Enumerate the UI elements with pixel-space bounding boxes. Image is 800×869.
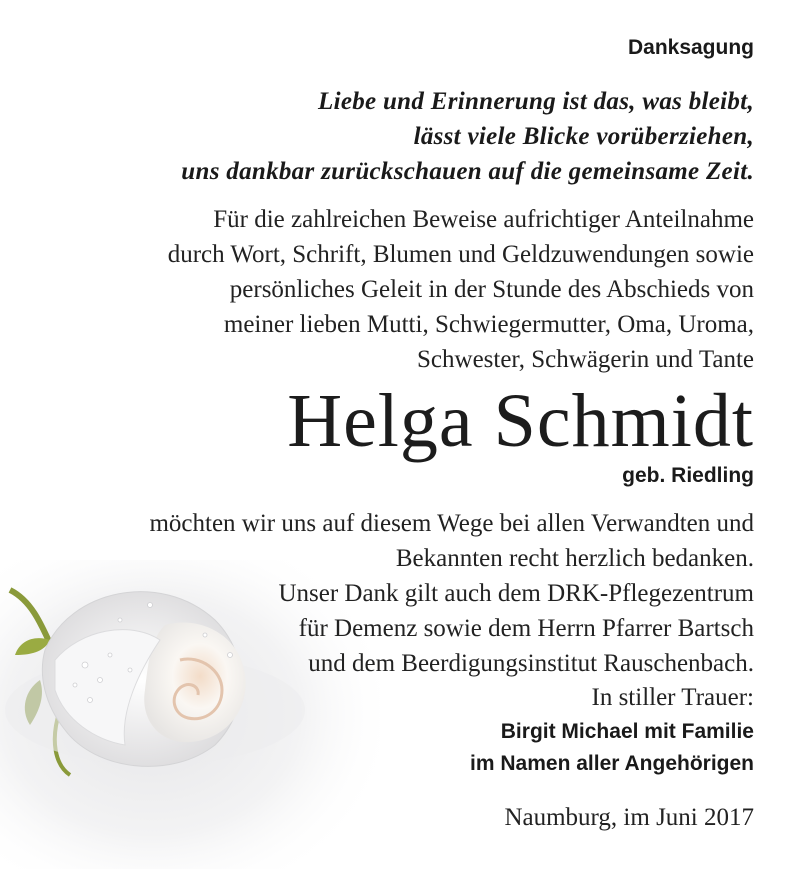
maiden-name: geb. Riedling — [622, 464, 754, 487]
thanks-line: Bekannten recht herzlich bedanken. — [395, 545, 754, 572]
intro-line: meiner lieben Mutti, Schwiegermutter, Oma, Uroma, — [223, 311, 754, 338]
intro-line: Für die zahlreichen Beweise aufrichtiger Anteilnahme — [213, 206, 754, 233]
signatory-line: Birgit Michael mit Familie — [500, 720, 754, 743]
poem-line: lässt viele Blicke vorüberziehen, — [413, 123, 754, 150]
deceased-name: Helga Schmidt — [287, 379, 754, 463]
thanks-line: möchten wir uns auf diesem Wege bei allen Verwandten und — [149, 510, 754, 537]
place-date: Naumburg, im Juni 2017 — [504, 804, 754, 831]
intro-line: Schwester, Schwägerin und Tante — [417, 346, 754, 373]
intro-line: persönliches Geleit in der Stunde des Abschieds von — [229, 276, 754, 303]
memorial-poem — [181, 84, 754, 189]
intro-paragraph — [168, 202, 754, 377]
heading-danksagung: Danksagung — [627, 36, 754, 59]
thanks-paragraph — [149, 506, 754, 681]
signatories — [470, 716, 754, 780]
mourning-label: In stiller Trauer: — [591, 684, 754, 711]
intro-line: durch Wort, Schrift, Blumen und Geldzuwendungen sowie — [167, 241, 754, 268]
signatory-line: im Namen aller Angehörigen — [470, 752, 754, 775]
thanks-line: Unser Dank gilt auch dem DRK-Pflegezentrum — [278, 580, 754, 607]
thanks-line: und dem Beerdigungsinstitut Rauschenbach. — [308, 650, 754, 677]
poem-line: Liebe und Erinnerung ist das, was bleibt, — [318, 88, 754, 115]
thanks-line: für Demenz sowie dem Herrn Pfarrer Bartsch — [298, 615, 754, 642]
poem-line: uns dankbar zurückschauen auf die gemeinsame Zeit. — [181, 158, 754, 185]
